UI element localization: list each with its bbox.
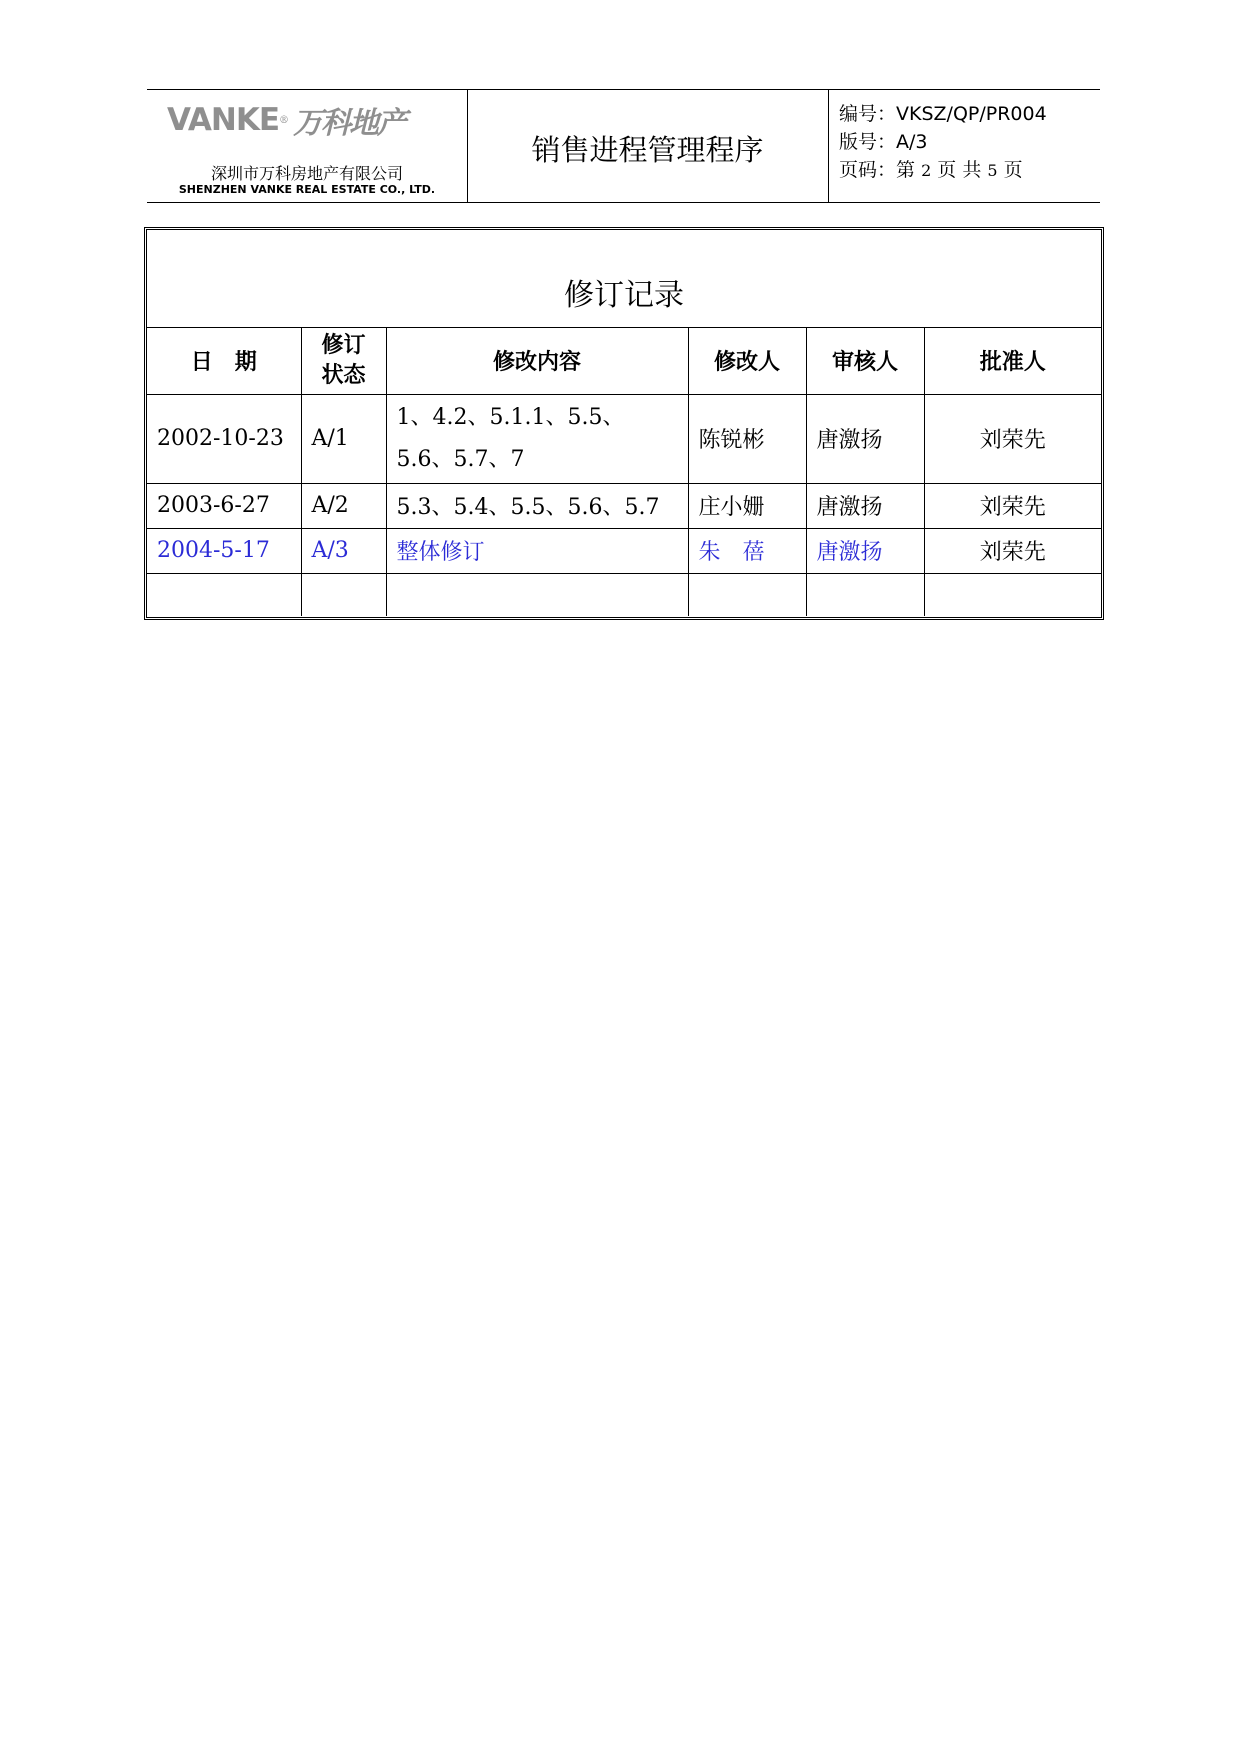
page-header (147, 89, 1100, 203)
cell-date: 2002-10-23 (147, 394, 301, 483)
vanke-logo: VANKE ® 万科地产 (167, 102, 405, 138)
cell-content: 整体修订 (386, 528, 688, 573)
revision-grid (147, 328, 1101, 616)
cell-modifier: 陈锐彬 (688, 394, 806, 483)
cell-content (386, 573, 688, 616)
cell-status: A/1 (301, 394, 386, 483)
logo-en: VANKE (167, 102, 280, 138)
column-header-date: 日 期 (147, 328, 301, 394)
cell-approver: 刘荣先 (924, 483, 1101, 528)
document-title: 销售进程管理程序 (531, 133, 764, 167)
cell-date: 2003-6-27 (147, 483, 301, 528)
document-meta (839, 100, 1047, 185)
cell-status: A/2 (301, 483, 386, 528)
cell-status (301, 573, 386, 616)
document-version: 版号：A/3 (839, 131, 928, 153)
cell-reviewer (806, 573, 924, 616)
table-row (147, 528, 1101, 573)
cell-approver: 刘荣先 (924, 394, 1101, 483)
cell-reviewer: 唐激扬 (806, 528, 924, 573)
logo-cn: 万科地产 (293, 106, 406, 141)
cell-approver (924, 573, 1101, 616)
column-header-reviewer: 审核人 (806, 328, 924, 394)
cell-status: A/3 (301, 528, 386, 573)
cell-date: 2004-5-17 (147, 528, 301, 573)
revision-title: 修订记录 (147, 230, 1101, 328)
company-name-cn: 深圳市万科房地产有限公司 (210, 164, 403, 183)
document-code: 编号：VKSZ/QP/PR004 (839, 103, 1047, 125)
table-row (147, 394, 1101, 483)
table-header-row (147, 328, 1101, 394)
cell-content: 5.3、5.4、5.5、5.6、5.7 (386, 483, 688, 528)
header-divider (828, 90, 829, 202)
table-row (147, 483, 1101, 528)
cell-reviewer: 唐激扬 (806, 483, 924, 528)
company-name-en: SHENZHEN VANKE REAL ESTATE CO., LTD. (178, 183, 436, 196)
cell-reviewer: 唐激扬 (806, 394, 924, 483)
cell-content: 1、4.2、5.1.1、5.5、5.6、5.7、7 (386, 394, 688, 483)
cell-modifier (688, 573, 806, 616)
column-header-modifier: 修改人 (688, 328, 806, 394)
cell-modifier: 朱 蓓 (688, 528, 806, 573)
cell-modifier: 庄小姗 (688, 483, 806, 528)
cell-date (147, 573, 301, 616)
column-header-content: 修改内容 (386, 328, 688, 394)
revision-record-table (144, 227, 1104, 620)
cell-approver: 刘荣先 (924, 528, 1101, 573)
table-row (147, 573, 1101, 616)
column-header-status: 修订 状态 (301, 328, 386, 394)
document-page: 页码：第 2 页 共 5 页 (839, 159, 1023, 181)
column-header-approver: 批准人 (924, 328, 1101, 394)
